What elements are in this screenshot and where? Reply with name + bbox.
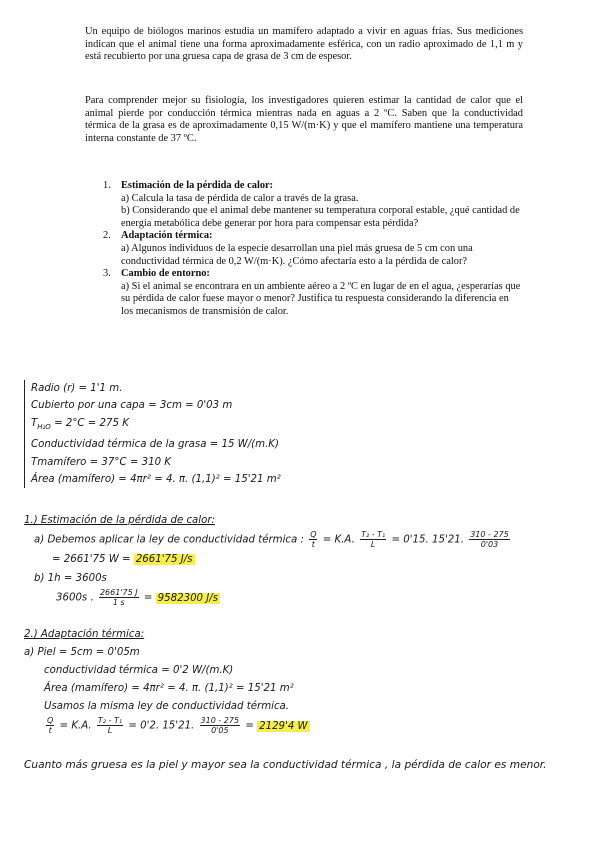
temp-fraction-1: $\frac{310 - 275}{0'03}$	[470, 530, 509, 549]
given-line: Conductividad térmica de la grasa = 15 W/(m.K)	[31, 439, 279, 451]
question-sub: a) Algunos individuos de la especie desarrollan una piel más gruesa de 5 cm con una conductividad térmica de 0,2 W/(m·K). ¿Cómo afectaría esto a la pérdida de calor?	[121, 242, 473, 267]
q-over-t-fraction: $\frac{Q}{t}$	[310, 530, 317, 549]
section-1a-result: = 2661'75 W = 2661'75 J/s	[52, 554, 193, 565]
temp-fraction-2: $\frac{310 - 275}{0'05}$	[200, 716, 240, 735]
question-sub: a) Calcula la tasa de pérdida de calor a través de la grasa.	[121, 192, 359, 204]
question-number: 3.	[103, 268, 111, 280]
question-title: Estimación de la pérdida de calor:	[121, 180, 274, 191]
section-1b-line: b) 1h = 3600s	[34, 573, 107, 584]
question-sub: b) Considerando que el animal debe mantener su temperatura corporal estable, ¿qué cantidad de energía metabólica debe generar por hora para compensar esta pérdida?	[121, 205, 520, 229]
section-1b-calc: 3600s . $\frac{2661'75 J}{1 s}$ = 9582300 J/s	[56, 588, 219, 607]
question-title: Cambio de entorno:	[121, 268, 210, 280]
question-list	[103, 180, 523, 319]
given-line: Cubierto por una capa = 3cm = 0'03 m	[31, 400, 233, 412]
given-t-rest: = 2°C = 275 K	[50, 417, 129, 429]
given-t-sub: H₂O	[37, 422, 51, 431]
given-line	[31, 415, 451, 436]
section-2-calc: $\frac{Q}{t}$ = K.A. $\frac{\text{T₂ - T₁}}{L}$ = 0'2. 15'21. $\frac{310 - 275}{0'05}$ = 2129'4 W	[47, 716, 308, 735]
question-sub: a) Si el animal se encontrara en un ambiente aéreo a 2 ºC en lugar de en el agua, ¿esperarías que su pérdida de calor fuese mayor o menor? Justifica tu respuesta considerando la diferencia en los mecanismos de transmisión de calor.	[121, 280, 521, 317]
s2-highlight: 2129'4 W	[259, 720, 308, 732]
s1b-highlight: 9582300 J/s	[157, 592, 219, 604]
intro-paragraph-2: Para comprender mejor su fisiología, los investigadores quieren estimar la cantidad de calor que el animal pierde por conducción térmica mientras nada en aguas a 2 ºC. Saben que la conductividad térmica de la grasa es de aproximadamente 0,15 W/(m·K) y que el mamífero mantiene una temperatura interna constante de 37 ºC.	[85, 95, 523, 144]
question-item	[103, 180, 523, 230]
section-1a-line	[34, 530, 512, 549]
section-2-line: Área (mamífero) = 4πr² = 4. π. (1,1)² = 15'21 m²	[44, 683, 294, 694]
section-2-title: 2.) Adaptación térmica:	[24, 629, 145, 640]
question-number: 2.	[103, 230, 111, 242]
dt-fraction: $\frac{\text{T₂ - T₁}}{L}$	[97, 716, 123, 735]
s1a-highlight: 2661'75 J/s	[135, 554, 193, 565]
dt-fraction: $\frac{\text{T₂ - T₁}}{L}$	[361, 530, 386, 549]
section-2-line: a) Piel = 5cm = 0'05m	[24, 647, 140, 658]
question-item	[103, 268, 523, 318]
given-line: Tmamífero = 37°C = 310 K	[31, 456, 171, 468]
s1a-expr2: = 0'15. 15'21.	[391, 534, 464, 546]
section-2-line: conductividad térmica = 0'2 W/(m.K)	[44, 665, 234, 676]
energy-fraction: $\frac{2661'75 J}{1 s}$	[99, 588, 138, 607]
s1a-lead: a) Debemos aplicar la ley de conductividad térmica :	[34, 534, 304, 546]
intro-paragraph-1: Un equipo de biólogos marinos estudia un mamífero adaptado a vivir en aguas frías. Sus mediciones indican que el animal tiene una forma aproximadamente esférica, con un radio aproximado de 1,1 m y está recubierto por una gruesa capa de grasa de 3 cm de espesor.	[85, 26, 523, 63]
s1a-expr: = K.A.	[322, 534, 355, 546]
section-2-line: Usamos la misma ley de conductividad térmica.	[44, 701, 290, 712]
q-over-t-fraction: $\frac{Q}{t}$	[47, 716, 54, 735]
question-item	[103, 230, 523, 268]
given-t-label: T	[31, 417, 38, 429]
question-number: 1.	[103, 180, 111, 191]
question-title: Adaptación térmica:	[121, 230, 213, 242]
given-line: Radio (r) = 1'1 m.	[31, 383, 123, 394]
given-data-block	[24, 380, 451, 488]
section-1-title: 1.) Estimación de la pérdida de calor:	[24, 515, 215, 526]
given-line: Área (mamífero) = 4πr² = 4. π. (1,1)² = 15'21 m²	[31, 474, 281, 486]
conclusion-text: Cuanto más gruesa es la piel y mayor sea la conductividad térmica , la pérdida de calor es menor.	[24, 759, 547, 771]
